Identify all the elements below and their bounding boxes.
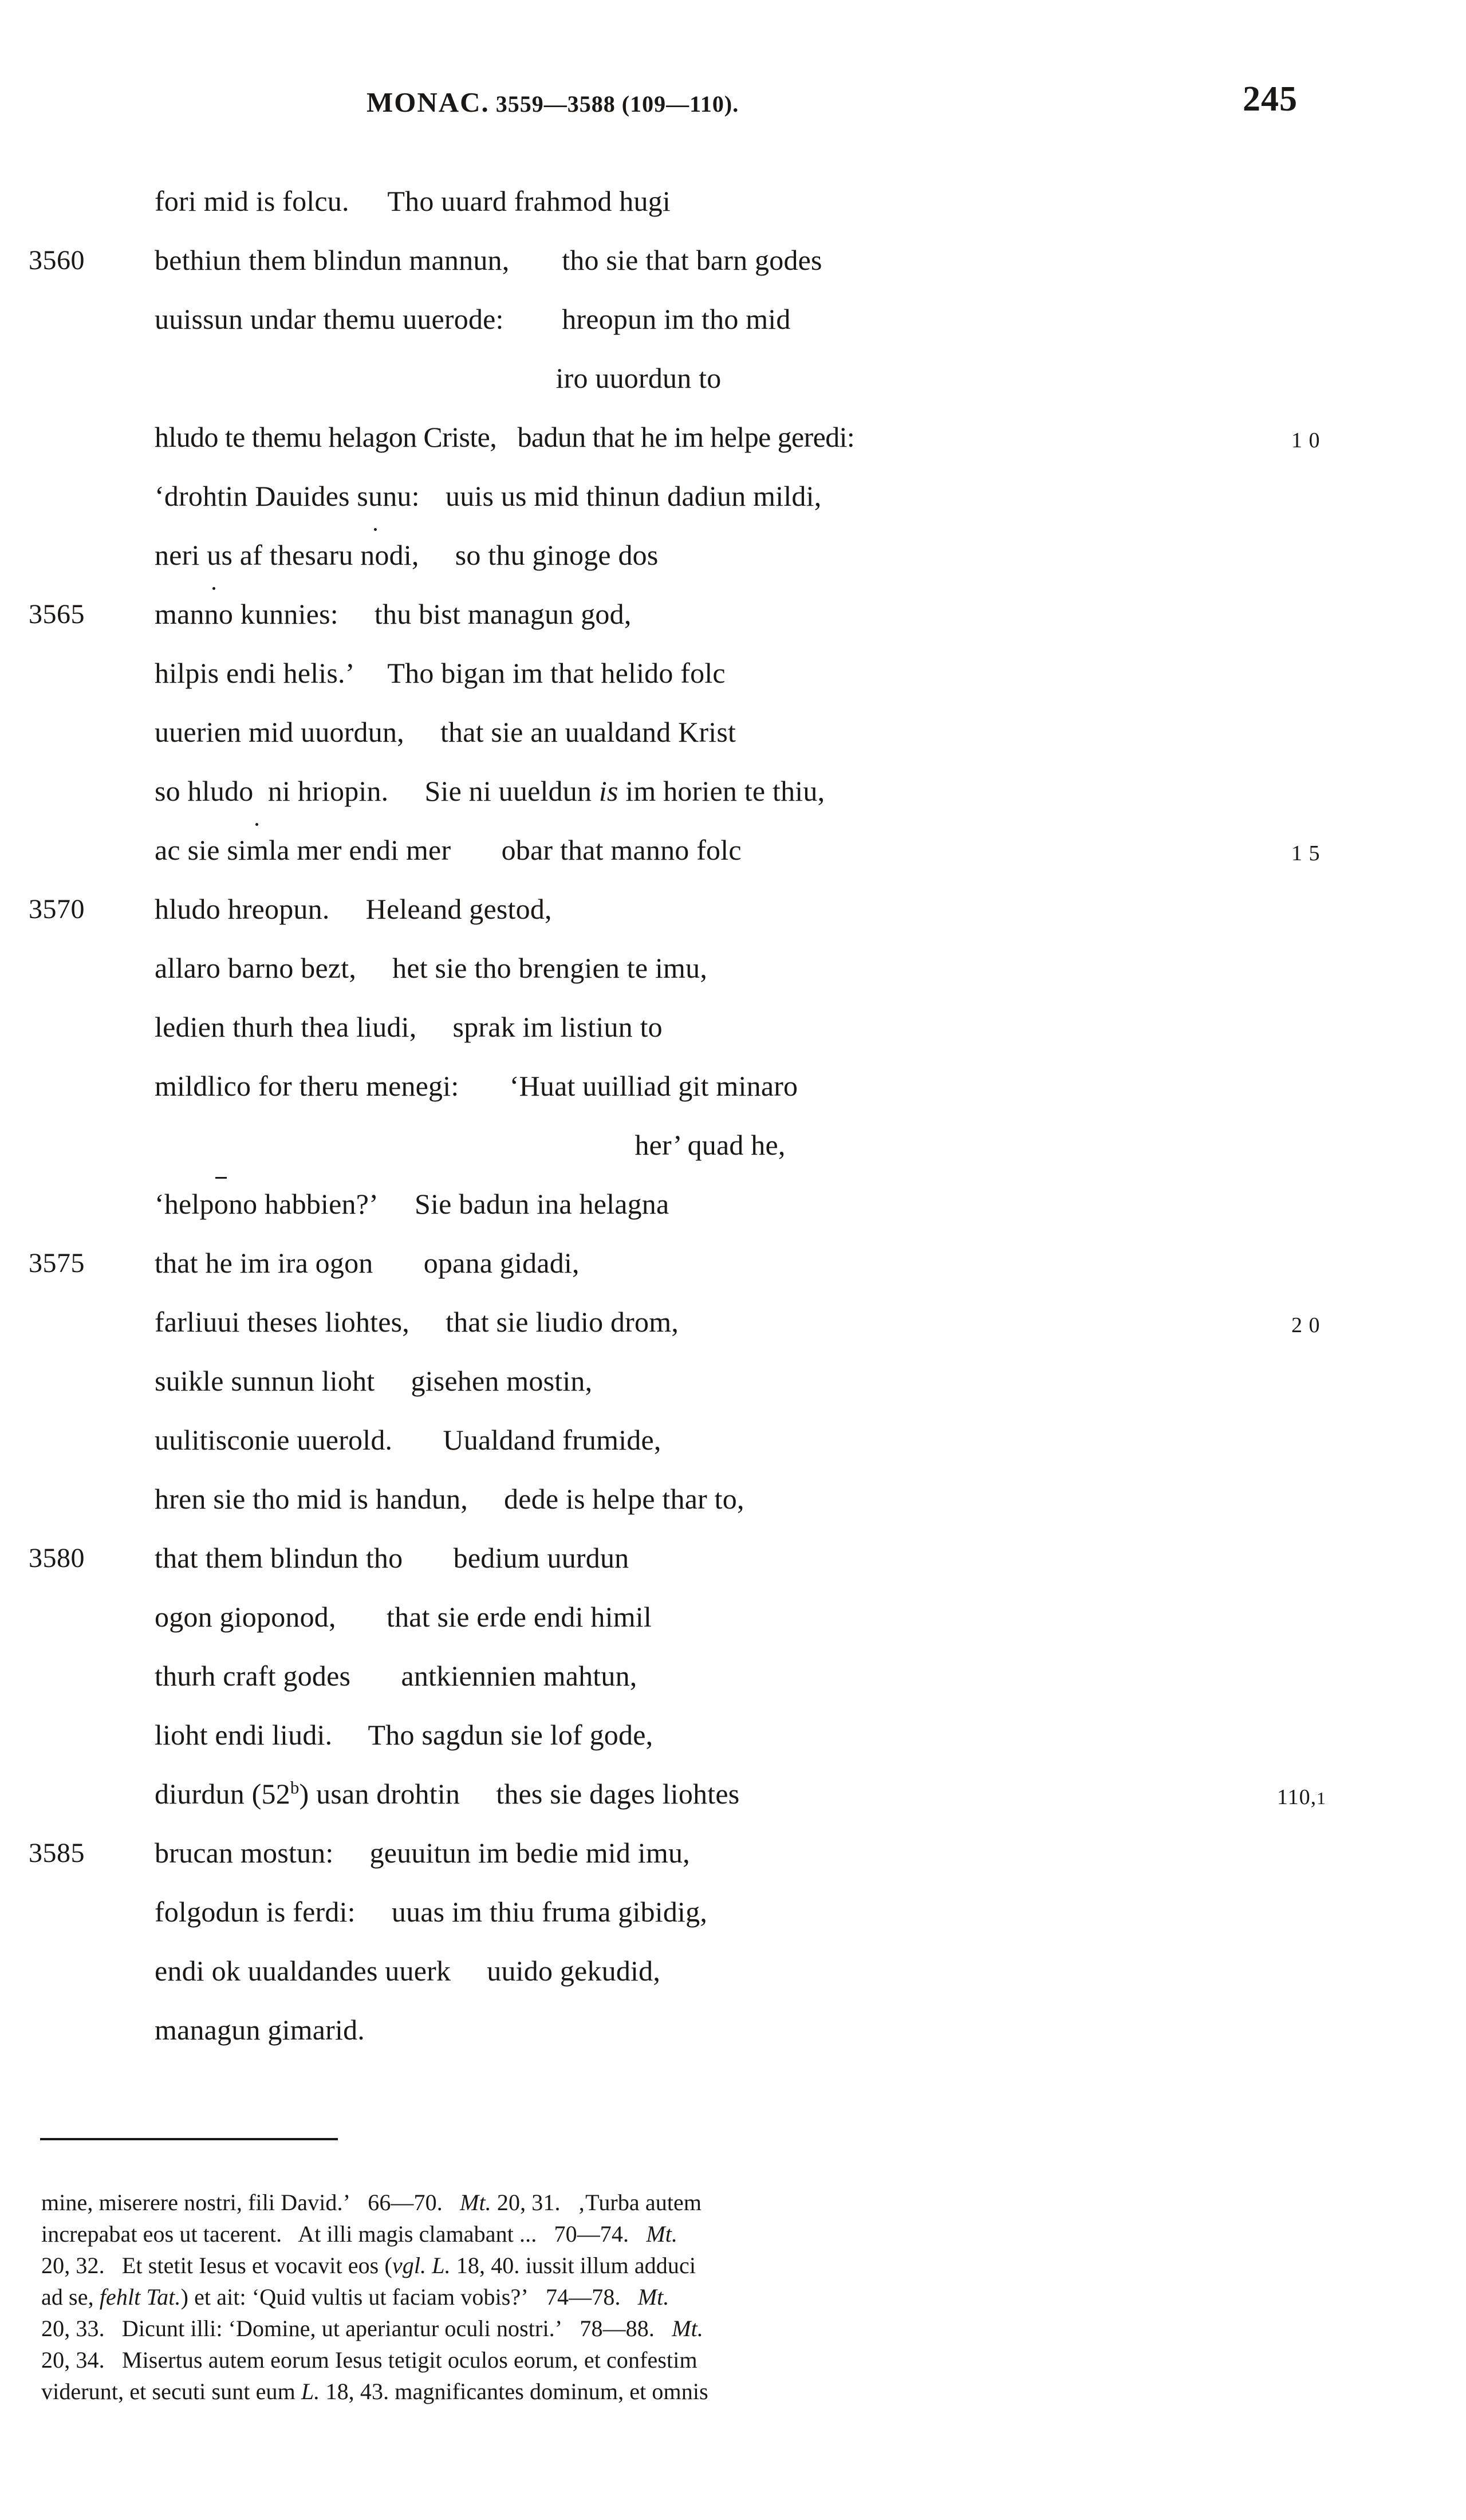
margin-line-number: 2 0	[1291, 1313, 1321, 1337]
apparatus-line: viderunt, et secuti sunt eum L. 18, 43. magnificantes dominum, et omnis	[41, 2379, 708, 2404]
verse-line	[0, 1293, 1466, 1352]
verse-line	[0, 1588, 1466, 1647]
verse-text: hludo hreopun. Heleand gestod,	[155, 893, 552, 925]
running-head-title: MONAC. 3559—3588 (109—110).	[366, 86, 739, 118]
verse-text: uuissun undar themu uuerode: hreopun im tho mid	[155, 303, 791, 335]
verse-line	[0, 1116, 1466, 1175]
verse-line	[0, 1883, 1466, 1942]
verse-text: so hludo ni hriopin. Sie ni uueldun is im horien te thiu,	[155, 762, 825, 821]
verse-line	[0, 1824, 1466, 1883]
apparatus-line: 20, 32. Et stetit Iesus et vocavit eos (vgl. L. 18, 40. iussit illum adduci	[41, 2253, 696, 2278]
verse-text: ‘helpono habbien?’ Sie badun ina helagna	[155, 1175, 669, 1234]
margin-line-number: 1 0	[1291, 428, 1321, 452]
verse-line	[0, 526, 1466, 585]
verse-text: lioht endi liudi. Tho sagdun sie lof gode,	[155, 1719, 653, 1751]
verse-line	[0, 1057, 1466, 1116]
verse-text: managun gimarid.	[155, 2014, 365, 2046]
verse-number: 3585	[29, 1838, 85, 1868]
verse-text: allaro barno bezt, het sie tho brengien te imu,	[155, 952, 708, 984]
verse-text: suikle sunnun lioht gisehen mostin,	[155, 1365, 593, 1397]
verse-line	[0, 290, 1466, 349]
verse-line	[0, 1647, 1466, 1706]
verse-text: ledien thurh thea liudi, sprak im listiun to	[155, 1011, 663, 1043]
margin-line-number: 1 5	[1291, 841, 1321, 865]
page-number: 245	[1243, 80, 1298, 119]
verse-line	[0, 231, 1466, 290]
verse-text: mildlico for theru menegi: ‘Huat uuilliad git minaro	[155, 1070, 798, 1102]
verse-number: 3575	[29, 1248, 85, 1278]
verse-text: thurh craft godes antkiennien mahtun,	[155, 1660, 637, 1692]
footnote-separator-rule	[40, 2138, 338, 2140]
verse-line	[0, 1529, 1466, 1588]
verse-line	[0, 998, 1466, 1057]
verse-line	[0, 1706, 1466, 1765]
verse-line	[0, 1765, 1466, 1824]
verse-block	[0, 172, 1466, 2060]
verse-line	[0, 1411, 1466, 1470]
verse-line	[0, 585, 1466, 644]
verse-line	[0, 172, 1466, 231]
apparatus-line: 20, 34. Misertus autem eorum Iesus tetigit oculos eorum, et confestim	[41, 2347, 697, 2373]
verse-text: ogon gioponod, that sie erde endi himil	[155, 1601, 652, 1633]
verse-line	[0, 880, 1466, 939]
verse-line	[0, 939, 1466, 998]
verse-number: 3580	[29, 1543, 85, 1573]
apparatus-line: increpabat eos ut tacerent. At illi magis clamabant ... 70—74. Mt.	[41, 2221, 678, 2247]
apparatus-line: 20, 33. Dicunt illi: ‘Domine, ut aperiantur oculi nostri.’ 78—88. Mt.	[41, 2316, 703, 2341]
verse-number: 3560	[29, 245, 85, 275]
verse-text: hilpis endi helis.’ Tho bigan im that helido folc	[155, 657, 726, 689]
verse-line	[0, 467, 1466, 526]
verse-text: that them blindun tho bedium uurdun	[155, 1542, 629, 1574]
verse-line	[0, 408, 1466, 467]
verse-text: endi ok uualdandes uuerk uuido gekudid,	[155, 1955, 661, 1987]
verse-line	[0, 703, 1466, 762]
verse-line	[0, 2001, 1466, 2060]
verse-text: neri us af thesaru nodi, so thu ginoge dos	[155, 526, 659, 585]
verse-line	[0, 644, 1466, 703]
verse-text: farliuui theses liohtes, that sie liudio drom,	[155, 1306, 679, 1338]
apparatus-line: mine, miserere nostri, fili David.’ 66—70. Mt. 20, 31. ‚Turba autem	[41, 2190, 702, 2215]
verse-text: ac sie simla mer endi mer obar that manno folc	[155, 834, 742, 866]
verse-text: manno kunnies: thu bist managun god,	[155, 598, 632, 630]
verse-line	[0, 1352, 1466, 1411]
margin-folio-number: 110,1	[1277, 1785, 1326, 1809]
verse-text: hren sie tho mid is handun, dede is helpe thar to,	[155, 1483, 744, 1515]
verse-text: ‘drohtin Dauides sunu: uuis us mid thinun dadiun mildi,	[155, 467, 821, 526]
verse-text: that he im ira ogon opana gidadi,	[155, 1247, 580, 1279]
verse-line	[0, 1234, 1466, 1293]
verse-line	[0, 349, 1466, 408]
verse-text: fori mid is folcu. Tho uuard frahmod hugi	[155, 185, 671, 217]
verse-text: her’ quad he,	[635, 1129, 786, 1161]
verse-text: iro uuordun to	[555, 362, 722, 394]
verse-line	[0, 1942, 1466, 2001]
verse-text: uulitisconie uuerold. Uualdand frumide,	[155, 1424, 661, 1456]
verse-text: folgodun is ferdi: uuas im thiu fruma gibidig,	[155, 1896, 708, 1928]
verse-number: 3565	[29, 599, 85, 629]
verse-line	[0, 821, 1466, 880]
verse-line	[0, 762, 1466, 821]
verse-text: hludo te themu helagon Criste, badun that he im helpe geredi:	[155, 421, 855, 453]
critical-apparatus	[41, 2187, 1387, 2407]
verse-text: bethiun them blindun mannun, tho sie that barn godes	[155, 244, 822, 276]
verse-line	[0, 1175, 1466, 1234]
verse-text: uuerien mid uuordun, that sie an uualdand Krist	[155, 716, 736, 748]
verse-number: 3570	[29, 894, 85, 924]
verse-line	[0, 1470, 1466, 1529]
verse-text: brucan mostun: geuuitun im bedie mid imu,	[155, 1837, 690, 1869]
verse-text: diurdun (52$^b$) usan drohtin thes sie dages liohtes	[155, 1777, 740, 1810]
running-head	[0, 80, 1466, 132]
apparatus-line: ad se, fehlt Tat.) et ait: ‘Quid vultis ut faciam vobis?’ 74—78. Mt.	[41, 2284, 669, 2310]
